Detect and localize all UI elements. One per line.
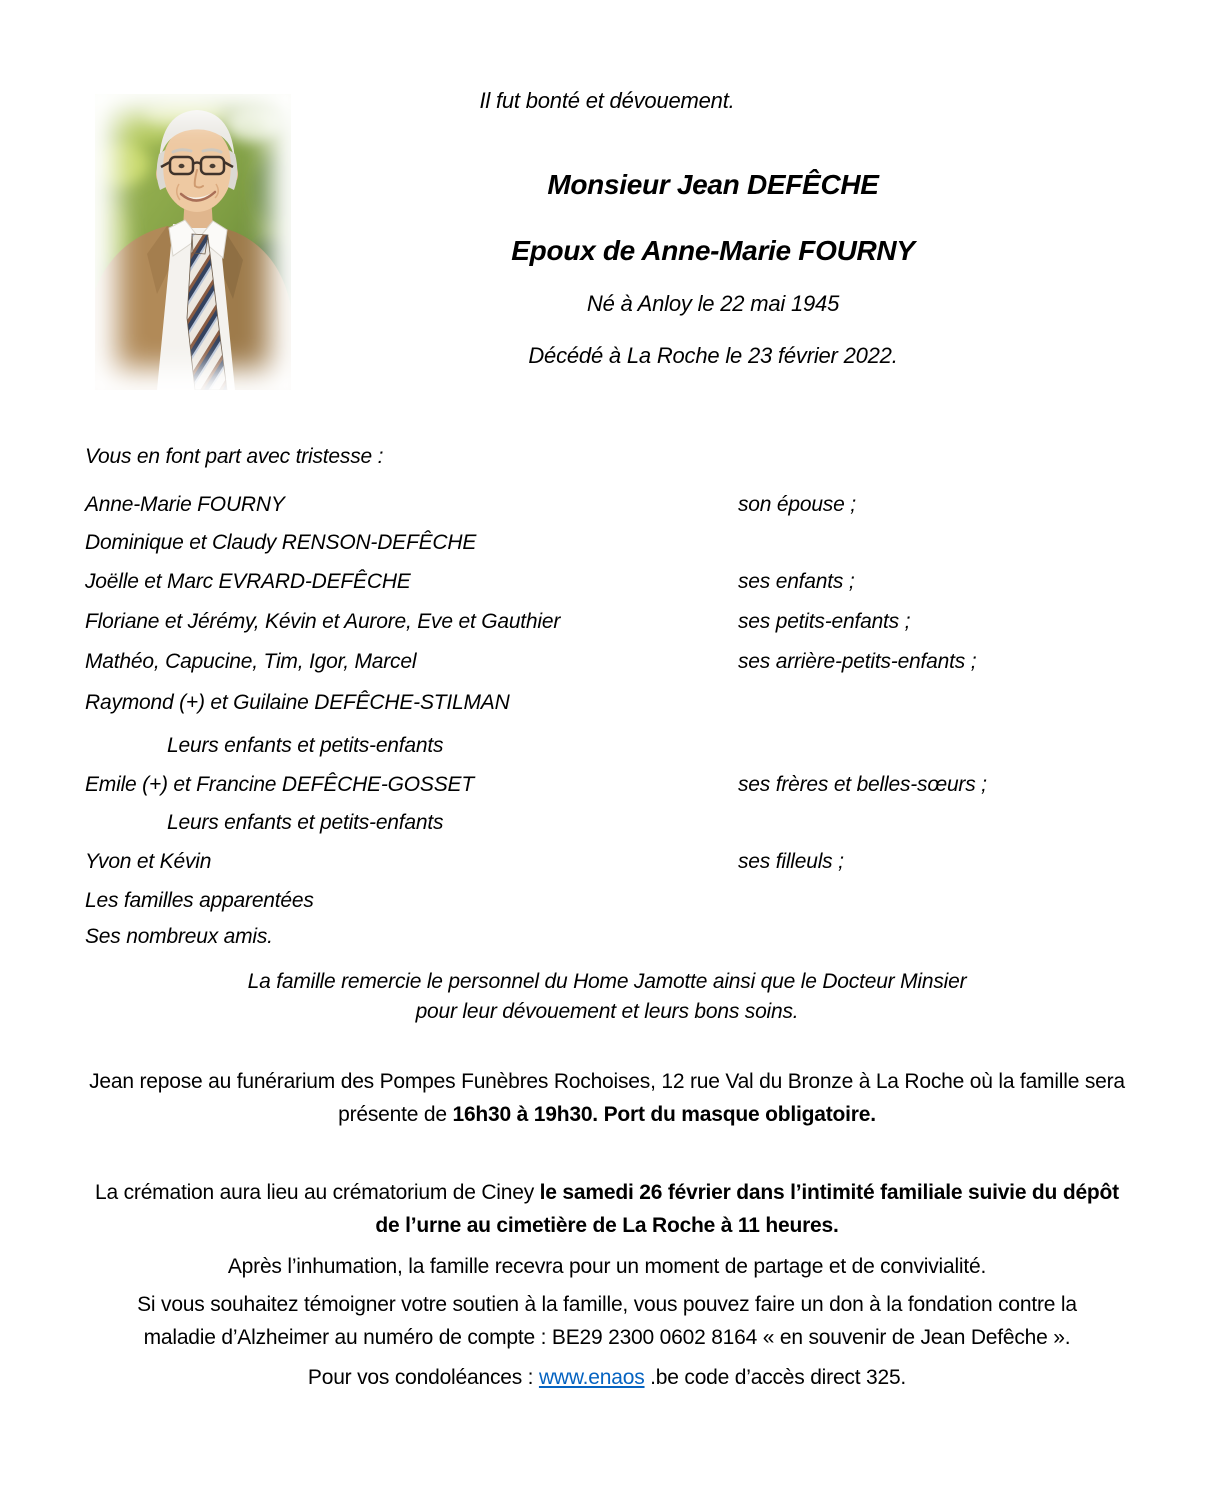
family-member-name: Les familles apparentées (85, 889, 314, 912)
family-member-name: Emile (+) et Francine DEFÊCHE-GOSSET (85, 773, 474, 796)
relation-label: son épouse ; (738, 493, 856, 516)
death-line: Décédé à La Roche le 23 février 2022. (528, 343, 898, 368)
relation-label: ses enfants ; (738, 570, 855, 593)
family-member-name: Dominique et Claudy RENSON-DEFÊCHE (85, 531, 477, 554)
portrait-photo-illustration (95, 94, 291, 390)
wake-line-2 (0, 1102, 1214, 1128)
family-member-name: Anne-Marie FOURNY (85, 493, 285, 516)
family-member-name: Floriane et Jérémy, Kévin et Aurore, Eve et Gauthier (85, 610, 561, 633)
wake-line-1: Jean repose au funérarium des Pompes Funèbres Rochoises, 12 rue Val du Bronze à La Roche où la famille sera (89, 1070, 1125, 1093)
family-row (85, 888, 1129, 914)
family-row (85, 924, 1129, 950)
family-member-name: Raymond (+) et Guilaine DEFÊCHE-STILMAN (85, 691, 510, 714)
deceased-portrait-photo (95, 94, 291, 390)
thanks-line-1: La famille remercie le personnel du Home Jamotte ainsi que le Docteur Minsier (247, 970, 967, 993)
cremation-line-1-bold: le samedi 26 février dans l’intimité familiale suivie du dépôt (539, 1181, 1119, 1204)
family-member-name: Joëlle et Marc EVRARD-DEFÊCHE (85, 570, 411, 593)
family-row (85, 772, 1129, 798)
family-member-name: Leurs enfants et petits-enfants (167, 734, 444, 757)
cremation-line-1 (0, 1180, 1214, 1206)
family-row (85, 849, 1129, 875)
family-member-name: Yvon et Kévin (85, 850, 212, 873)
birth-line: Né à Anloy le 22 mai 1945 (586, 291, 840, 316)
condolences-suffix: .be code d’accès direct 325. (644, 1366, 907, 1389)
family-row (85, 492, 1129, 518)
family-member-name: Leurs enfants et petits-enfants (167, 811, 444, 834)
condolences-prefix: Pour vos condoléances : (307, 1366, 539, 1389)
donation-line-1: Si vous souhaitez témoigner votre soutien à la famille, vous pouvez faire un don à la fondation contre la (137, 1293, 1077, 1316)
family-row (85, 690, 1129, 716)
family-member-name: Ses nombreux amis. (85, 925, 273, 948)
reception-line: Après l’inhumation, la famille recevra pour un moment de partage et de convivialité. (227, 1255, 987, 1278)
family-intro: Vous en font part avec tristesse : (85, 445, 384, 468)
relation-label: ses frères et belles-sœurs ; (738, 773, 987, 796)
wake-line-2-normal: présente de (338, 1103, 453, 1126)
family-row (85, 530, 1129, 556)
cremation-line-2 (0, 1213, 1214, 1239)
memorial-quote: Il fut bonté et dévouement. (479, 88, 735, 113)
family-member-name: Mathéo, Capucine, Tim, Igor, Marcel (85, 650, 417, 673)
wake-hours-bold: 16h30 à 19h30. Port du masque obligatoire. (452, 1103, 876, 1126)
thanks-line-2: pour leur dévouement et leurs bons soins. (415, 1000, 799, 1023)
deceased-name-title: Monsieur Jean DEFÊCHE (547, 169, 879, 200)
family-row (85, 810, 1129, 836)
cremation-line-1-normal: La crémation aura lieu au crématorium de Ciney (95, 1181, 540, 1204)
family-row (85, 649, 1129, 675)
relation-label: ses petits-enfants ; (738, 610, 911, 633)
cremation-line-2-bold: de l’urne au cimetière de La Roche à 11 heures. (375, 1214, 839, 1237)
donation-line-2: maladie d’Alzheimer au numéro de compte : BE29 2300 0602 8164 « en souvenir de Jean Defêche ». (143, 1326, 1071, 1349)
enaos-link[interactable]: www.enaos (538, 1366, 645, 1389)
spouse-line: Epoux de Anne-Marie FOURNY (511, 235, 915, 266)
family-row (85, 609, 1129, 635)
relation-label: ses arrière-petits-enfants ; (738, 650, 977, 673)
family-row (85, 569, 1129, 595)
family-row (85, 733, 1129, 759)
relation-label: ses filleuls ; (738, 850, 844, 873)
condolences-line (0, 1365, 1214, 1391)
